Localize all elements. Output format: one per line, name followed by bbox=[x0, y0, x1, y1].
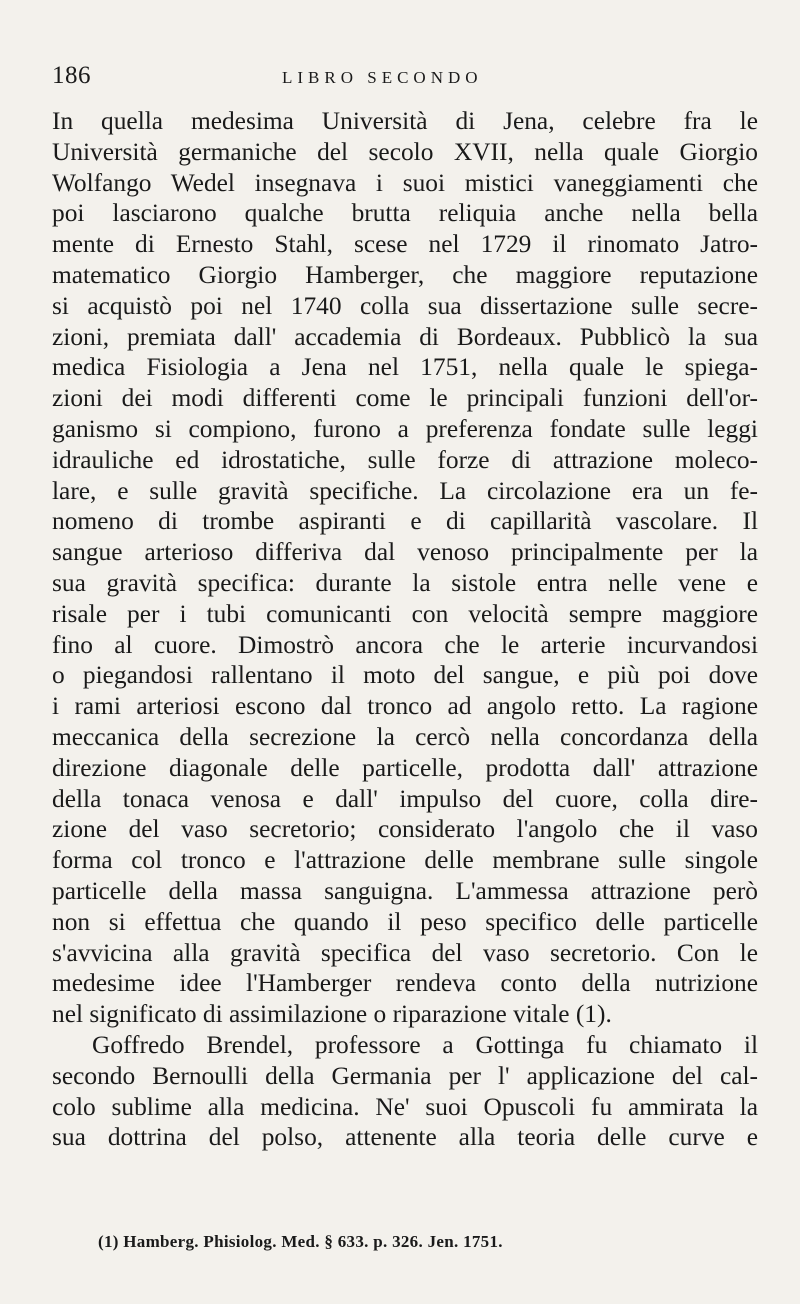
footnote: (1) Hamberg. Phisiolog. Med. § 633. p. 326. Jen. 1751. bbox=[98, 1232, 503, 1251]
page-number: 186 bbox=[52, 62, 91, 89]
text-line: si acquistò poi nel 1740 colla sua dissertazione sulle secre- bbox=[52, 291, 758, 320]
text-line: Goffredo Brendel, professore a Gottinga fu chiamato il bbox=[92, 1030, 758, 1059]
text-line: secondo Bernoulli della Germania per l' applicazione del cal- bbox=[52, 1061, 758, 1090]
text-line: zioni, premiata dall' accademia di Bordeaux. Pubblicò la sua bbox=[52, 322, 758, 351]
text-line: s'avvicina alla gravità specifica del vaso secretorio. Con le bbox=[52, 938, 758, 967]
text-line: poi lasciarono qualche brutta reliquia anche nella bella bbox=[52, 199, 758, 228]
text-line: mente di Ernesto Stahl, scese nel 1729 il rinomato Jatro- bbox=[52, 230, 758, 259]
text-line: non si effettua che quando il peso specifico delle particelle bbox=[52, 907, 758, 936]
text-line: sua dottrina del polso, attenente alla teoria delle curve e bbox=[52, 1123, 758, 1152]
text-line: Wolfango Wedel insegnava i suoi mistici vaneggiamenti che bbox=[52, 168, 758, 197]
text-line: In quella medesima Università di Jena, celebre fra le bbox=[52, 107, 758, 135]
text-line: lare, e sulle gravità specifiche. La circolazione era un fe- bbox=[52, 476, 758, 505]
text-line: medesime idee l'Hamberger rendeva conto della nutrizione bbox=[52, 969, 758, 998]
text-line: sangue arterioso differiva dal venoso principalmente per la bbox=[52, 538, 758, 567]
text-line: colo sublime alla medicina. Ne' suoi Opuscoli fu ammirata la bbox=[52, 1092, 758, 1121]
text-line: fino al cuore. Dimostrò ancora che le arterie incurvandosi bbox=[52, 630, 758, 659]
text-line: meccanica della secrezione la cercò nella concordanza della bbox=[52, 722, 758, 751]
text-line: della tonaca venosa e dall' impulso del cuore, colla dire- bbox=[52, 784, 758, 813]
text-line: idrauliche ed idrostatiche, sulle forze di attrazione moleco- bbox=[52, 445, 758, 474]
page-header bbox=[52, 62, 758, 100]
text-line: particelle della massa sanguigna. L'ammessa attrazione però bbox=[52, 876, 758, 905]
text-line: o piegandosi rallentano il moto del sangue, e più poi dove bbox=[52, 661, 758, 690]
text-line: nomeno di trombe aspiranti e di capillarità vascolare. Il bbox=[52, 507, 758, 536]
text-line: matematico Giorgio Hamberger, che maggiore reputazione bbox=[52, 260, 758, 289]
text-line: zioni dei modi differenti come le principali funzioni dell'or- bbox=[52, 384, 758, 413]
text-line: ganismo si compiono, furono a preferenza fondate sulle leggi bbox=[52, 414, 758, 443]
body-text bbox=[52, 106, 758, 1153]
running-head: LIBRO SECONDO bbox=[282, 68, 483, 87]
text-line: i rami arteriosi escono dal tronco ad angolo retto. La ragione bbox=[52, 692, 758, 721]
text-line: nel significato di assimilazione o riparazione vitale (1). bbox=[52, 1000, 612, 1029]
text-line: risale per i tubi comunicanti con velocità sempre maggiore bbox=[52, 599, 758, 628]
text-line: Università germaniche del secolo XVII, nella quale Giorgio bbox=[52, 137, 758, 166]
text-line: direzione diagonale delle particelle, prodotta dall' attrazione bbox=[52, 753, 758, 782]
text-line: zione del vaso secretorio; considerato l'angolo che il vaso bbox=[52, 815, 758, 844]
text-line: forma col tronco e l'attrazione delle membrane sulle singole bbox=[52, 846, 758, 875]
text-line: sua gravità specifica: durante la sistole entra nelle vene e bbox=[52, 568, 758, 597]
text-line: medica Fisiologia a Jena nel 1751, nella quale le spiega- bbox=[52, 353, 758, 382]
